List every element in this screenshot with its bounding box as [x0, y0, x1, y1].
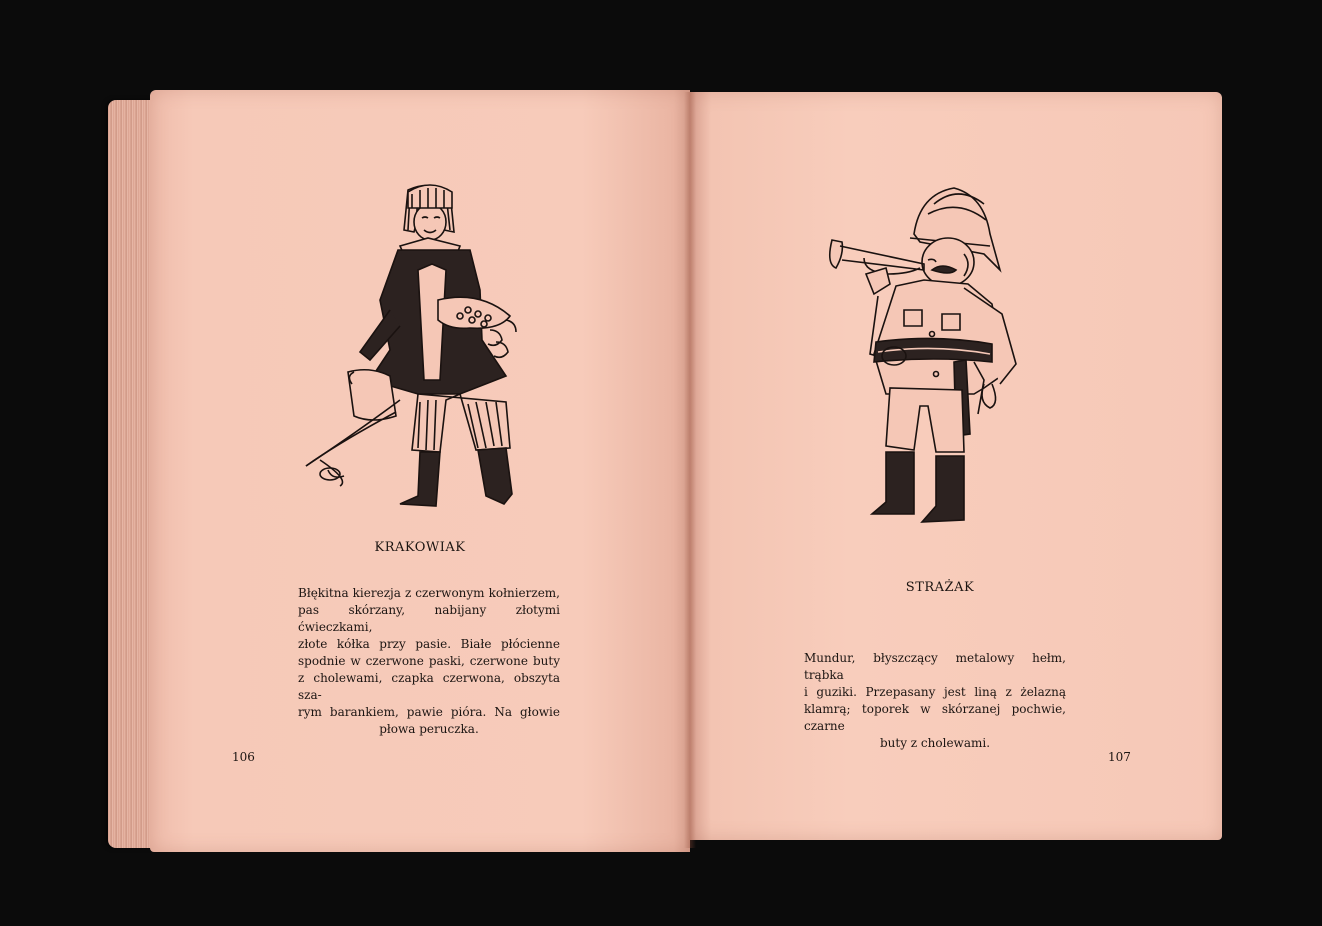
text-line: pas skórzany, nabijany złotymi ćwieczkami, [298, 603, 560, 634]
page-number-right: 107 [1108, 750, 1131, 764]
krakowiak-title: KRAKOWIAK [374, 540, 466, 555]
text-line: i guziki. Przepasany jest liną z żelazną [804, 685, 1066, 699]
text-line: Błękitna kierezja z czerwonym kołnierzem, [298, 586, 560, 600]
text-line: złote kółka przy pasie. Białe płócienne [298, 637, 560, 651]
text-line: z cholewami, czapka czerwona, obszyta sza- [298, 671, 560, 702]
text-line: rym barankiem, pawie pióra. Na głowie [298, 705, 560, 719]
krakowiak-illustration [300, 180, 570, 510]
strazak-description [804, 650, 1066, 752]
strazak-title: STRAŻAK [905, 580, 975, 595]
book-gutter [684, 92, 696, 848]
text-line: spodnie w czerwone paski, czerwone buty [298, 654, 560, 668]
text-line: płowa peruczka. [379, 722, 479, 736]
krakowiak-description [298, 585, 560, 738]
strazak-illustration [824, 184, 1024, 534]
text-line: klamrą; toporek w skórzanej pochwie, czarne [804, 702, 1066, 733]
page-number-left: 106 [232, 750, 255, 764]
text-line: buty z cholewami. [879, 736, 991, 750]
text-line: Mundur, błyszczący metalowy hełm, trąbka [804, 651, 1066, 682]
